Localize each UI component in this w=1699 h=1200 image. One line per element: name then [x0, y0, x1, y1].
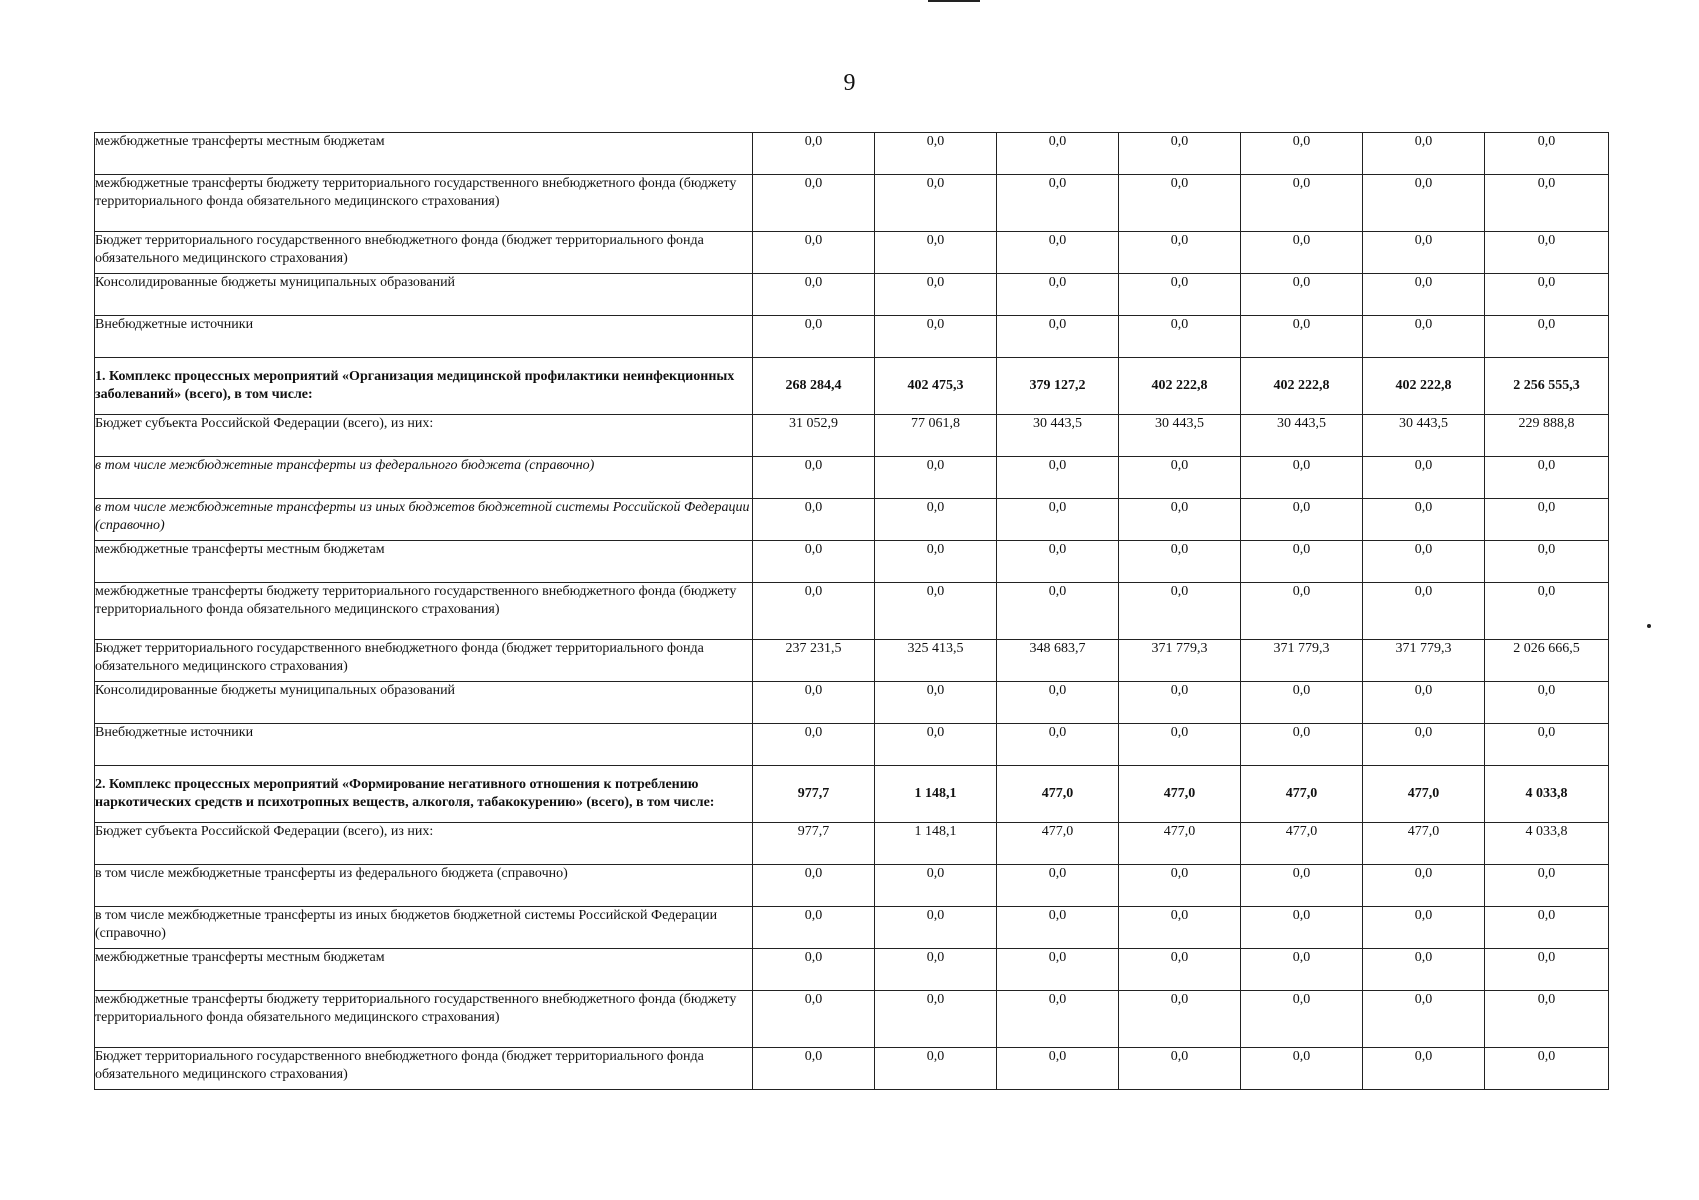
value-cell: 0,0 — [1241, 175, 1363, 232]
row-label: Бюджет субъекта Российской Федерации (всего), из них: — [95, 415, 753, 457]
value-cell: 0,0 — [1485, 316, 1609, 358]
value-cell: 0,0 — [1119, 907, 1241, 949]
row-label: межбюджетные трансферты местным бюджетам — [95, 949, 753, 991]
value-cell: 0,0 — [1485, 949, 1609, 991]
value-cell: 0,0 — [997, 991, 1119, 1048]
value-cell: 4 033,8 — [1485, 823, 1609, 865]
value-cell: 0,0 — [997, 457, 1119, 499]
value-cell: 0,0 — [1119, 499, 1241, 541]
table-row — [95, 724, 1609, 766]
value-cell: 0,0 — [1363, 499, 1485, 541]
value-cell: 0,0 — [1485, 583, 1609, 640]
value-cell: 0,0 — [1363, 682, 1485, 724]
table-row — [95, 907, 1609, 949]
value-cell: 0,0 — [1485, 274, 1609, 316]
value-cell: 268 284,4 — [753, 358, 875, 415]
value-cell: 0,0 — [753, 865, 875, 907]
value-cell: 0,0 — [1241, 274, 1363, 316]
value-cell: 0,0 — [1241, 865, 1363, 907]
value-cell: 0,0 — [1119, 274, 1241, 316]
table-row — [95, 823, 1609, 865]
value-cell: 0,0 — [997, 907, 1119, 949]
value-cell: 0,0 — [997, 316, 1119, 358]
value-cell: 348 683,7 — [997, 640, 1119, 682]
value-cell: 0,0 — [753, 949, 875, 991]
value-cell: 402 222,8 — [1119, 358, 1241, 415]
value-cell: 371 779,3 — [1119, 640, 1241, 682]
value-cell: 2 026 666,5 — [1485, 640, 1609, 682]
value-cell: 0,0 — [1119, 682, 1241, 724]
value-cell: 77 061,8 — [875, 415, 997, 457]
value-cell: 0,0 — [1241, 949, 1363, 991]
value-cell: 0,0 — [875, 316, 997, 358]
value-cell: 0,0 — [1241, 316, 1363, 358]
value-cell: 0,0 — [875, 232, 997, 274]
table-body — [95, 133, 1609, 1090]
value-cell: 371 779,3 — [1363, 640, 1485, 682]
value-cell: 977,7 — [753, 823, 875, 865]
value-cell: 0,0 — [875, 583, 997, 640]
value-cell: 0,0 — [875, 133, 997, 175]
value-cell: 0,0 — [753, 583, 875, 640]
table-row — [95, 175, 1609, 232]
value-cell: 237 231,5 — [753, 640, 875, 682]
value-cell: 0,0 — [1241, 991, 1363, 1048]
value-cell: 0,0 — [1485, 724, 1609, 766]
value-cell: 477,0 — [1363, 823, 1485, 865]
margin-dot — [1647, 624, 1651, 628]
table-row — [95, 415, 1609, 457]
value-cell: 0,0 — [875, 175, 997, 232]
value-cell: 0,0 — [1485, 499, 1609, 541]
value-cell: 0,0 — [1241, 724, 1363, 766]
table-row — [95, 499, 1609, 541]
value-cell: 0,0 — [1485, 232, 1609, 274]
value-cell: 325 413,5 — [875, 640, 997, 682]
table-row — [95, 583, 1609, 640]
value-cell: 477,0 — [1363, 766, 1485, 823]
value-cell: 0,0 — [753, 541, 875, 583]
value-cell: 0,0 — [753, 232, 875, 274]
value-cell: 0,0 — [1485, 133, 1609, 175]
value-cell: 0,0 — [875, 499, 997, 541]
value-cell: 0,0 — [875, 724, 997, 766]
table-row — [95, 640, 1609, 682]
value-cell: 379 127,2 — [997, 358, 1119, 415]
value-cell: 0,0 — [1363, 274, 1485, 316]
value-cell: 0,0 — [875, 1048, 997, 1090]
value-cell: 0,0 — [1363, 1048, 1485, 1090]
row-label: Бюджет субъекта Российской Федерации (всего), из них: — [95, 823, 753, 865]
value-cell: 0,0 — [875, 541, 997, 583]
value-cell: 0,0 — [753, 175, 875, 232]
value-cell: 0,0 — [875, 907, 997, 949]
value-cell: 4 033,8 — [1485, 766, 1609, 823]
value-cell: 31 052,9 — [753, 415, 875, 457]
value-cell: 0,0 — [875, 274, 997, 316]
value-cell: 0,0 — [997, 865, 1119, 907]
value-cell: 0,0 — [997, 499, 1119, 541]
value-cell: 0,0 — [875, 457, 997, 499]
value-cell: 0,0 — [1119, 457, 1241, 499]
row-label: 2. Комплекс процессных мероприятий «Формирование негативного отношения к потреблению наркотических средств и психотропных веществ, алкоголя, табакокурению» (всего), в том числе: — [95, 766, 753, 823]
value-cell: 0,0 — [1485, 457, 1609, 499]
row-label: в том числе межбюджетные трансферты из федерального бюджета (справочно) — [95, 457, 753, 499]
value-cell: 0,0 — [997, 949, 1119, 991]
row-label: 1. Комплекс процессных мероприятий «Организация медицинской профилактики неинфекционных заболеваний» (всего), в том числе: — [95, 358, 753, 415]
value-cell: 0,0 — [1485, 991, 1609, 1048]
value-cell: 477,0 — [1119, 823, 1241, 865]
table-row — [95, 1048, 1609, 1090]
value-cell: 0,0 — [997, 1048, 1119, 1090]
row-label: Внебюджетные источники — [95, 724, 753, 766]
value-cell: 0,0 — [753, 499, 875, 541]
table-row — [95, 682, 1609, 724]
row-label: Бюджет территориального государственного внебюджетного фонда (бюджет территориального фонда обязательного медицинского страхования) — [95, 232, 753, 274]
value-cell: 30 443,5 — [1241, 415, 1363, 457]
value-cell: 0,0 — [1363, 583, 1485, 640]
value-cell: 0,0 — [997, 724, 1119, 766]
value-cell: 0,0 — [1363, 949, 1485, 991]
value-cell: 0,0 — [1363, 133, 1485, 175]
value-cell: 0,0 — [1485, 541, 1609, 583]
value-cell: 0,0 — [1241, 907, 1363, 949]
page-number: 9 — [843, 70, 856, 96]
value-cell: 0,0 — [1241, 457, 1363, 499]
value-cell: 371 779,3 — [1241, 640, 1363, 682]
value-cell: 977,7 — [753, 766, 875, 823]
value-cell: 0,0 — [1485, 865, 1609, 907]
table-row — [95, 457, 1609, 499]
value-cell: 30 443,5 — [1119, 415, 1241, 457]
value-cell: 1 148,1 — [875, 823, 997, 865]
value-cell: 477,0 — [997, 766, 1119, 823]
value-cell: 0,0 — [1119, 583, 1241, 640]
table-row — [95, 766, 1609, 823]
table-row — [95, 949, 1609, 991]
value-cell: 2 256 555,3 — [1485, 358, 1609, 415]
value-cell: 0,0 — [1241, 583, 1363, 640]
value-cell: 0,0 — [1119, 724, 1241, 766]
value-cell: 0,0 — [875, 949, 997, 991]
table-row — [95, 991, 1609, 1048]
row-label: в том числе межбюджетные трансферты из иных бюджетов бюджетной системы Российской Федерации (справочно) — [95, 499, 753, 541]
row-label: Бюджет территориального государственного внебюджетного фонда (бюджет территориального фонда обязательного медицинского страхования) — [95, 1048, 753, 1090]
table-row — [95, 358, 1609, 415]
value-cell: 0,0 — [753, 682, 875, 724]
value-cell: 0,0 — [1119, 1048, 1241, 1090]
value-cell: 0,0 — [1119, 991, 1241, 1048]
top-edge-mark — [928, 0, 980, 2]
value-cell: 0,0 — [997, 232, 1119, 274]
value-cell: 477,0 — [997, 823, 1119, 865]
value-cell: 0,0 — [753, 724, 875, 766]
row-label: в том числе межбюджетные трансферты из иных бюджетов бюджетной системы Российской Федерации (справочно) — [95, 907, 753, 949]
value-cell: 0,0 — [1119, 865, 1241, 907]
value-cell: 0,0 — [997, 274, 1119, 316]
row-label: Консолидированные бюджеты муниципальных образований — [95, 682, 753, 724]
value-cell: 0,0 — [1241, 541, 1363, 583]
value-cell: 30 443,5 — [997, 415, 1119, 457]
row-label: межбюджетные трансферты бюджету территориального государственного внебюджетного фонда (бюджету территориального фонда обязательного медицинского страхования) — [95, 583, 753, 640]
value-cell: 0,0 — [753, 457, 875, 499]
table-row — [95, 274, 1609, 316]
value-cell: 0,0 — [997, 133, 1119, 175]
value-cell: 0,0 — [1485, 682, 1609, 724]
table-row — [95, 133, 1609, 175]
value-cell: 0,0 — [1363, 457, 1485, 499]
row-label: межбюджетные трансферты бюджету территориального государственного внебюджетного фонда (бюджету территориального фонда обязательного медицинского страхования) — [95, 175, 753, 232]
value-cell: 0,0 — [1241, 499, 1363, 541]
row-label: Внебюджетные источники — [95, 316, 753, 358]
value-cell: 0,0 — [753, 991, 875, 1048]
value-cell: 0,0 — [997, 175, 1119, 232]
table-row — [95, 865, 1609, 907]
value-cell: 0,0 — [753, 1048, 875, 1090]
value-cell: 1 148,1 — [875, 766, 997, 823]
value-cell: 0,0 — [1119, 949, 1241, 991]
value-cell: 0,0 — [1119, 175, 1241, 232]
value-cell: 0,0 — [753, 133, 875, 175]
row-label: Консолидированные бюджеты муниципальных образований — [95, 274, 753, 316]
value-cell: 0,0 — [753, 316, 875, 358]
value-cell: 0,0 — [1485, 175, 1609, 232]
table-row — [95, 316, 1609, 358]
value-cell: 30 443,5 — [1363, 415, 1485, 457]
row-label: межбюджетные трансферты бюджету территориального государственного внебюджетного фонда (бюджету территориального фонда обязательного медицинского страхования) — [95, 991, 753, 1048]
row-label: межбюджетные трансферты местным бюджетам — [95, 541, 753, 583]
value-cell: 0,0 — [997, 682, 1119, 724]
value-cell: 0,0 — [1363, 991, 1485, 1048]
value-cell: 0,0 — [1485, 907, 1609, 949]
value-cell: 0,0 — [1363, 907, 1485, 949]
value-cell: 477,0 — [1119, 766, 1241, 823]
value-cell: 0,0 — [1363, 865, 1485, 907]
table-row — [95, 232, 1609, 274]
row-label: межбюджетные трансферты местным бюджетам — [95, 133, 753, 175]
value-cell: 0,0 — [753, 907, 875, 949]
value-cell: 0,0 — [997, 541, 1119, 583]
value-cell: 0,0 — [1119, 541, 1241, 583]
row-label: в том числе межбюджетные трансферты из федерального бюджета (справочно) — [95, 865, 753, 907]
value-cell: 477,0 — [1241, 823, 1363, 865]
table-row — [95, 541, 1609, 583]
value-cell: 402 475,3 — [875, 358, 997, 415]
value-cell: 0,0 — [1241, 682, 1363, 724]
value-cell: 0,0 — [1363, 232, 1485, 274]
value-cell: 477,0 — [1241, 766, 1363, 823]
value-cell: 0,0 — [997, 583, 1119, 640]
value-cell: 402 222,8 — [1363, 358, 1485, 415]
value-cell: 0,0 — [1363, 175, 1485, 232]
value-cell: 0,0 — [1363, 541, 1485, 583]
value-cell: 0,0 — [1119, 133, 1241, 175]
value-cell: 229 888,8 — [1485, 415, 1609, 457]
value-cell: 0,0 — [875, 991, 997, 1048]
value-cell: 0,0 — [875, 865, 997, 907]
value-cell: 0,0 — [1363, 316, 1485, 358]
value-cell: 0,0 — [1363, 724, 1485, 766]
value-cell: 0,0 — [1119, 316, 1241, 358]
value-cell: 0,0 — [1485, 1048, 1609, 1090]
budget-table — [94, 132, 1609, 1090]
value-cell: 402 222,8 — [1241, 358, 1363, 415]
value-cell: 0,0 — [1241, 1048, 1363, 1090]
row-label: Бюджет территориального государственного внебюджетного фонда (бюджет территориального фонда обязательного медицинского страхования) — [95, 640, 753, 682]
value-cell: 0,0 — [1241, 232, 1363, 274]
value-cell: 0,0 — [1119, 232, 1241, 274]
value-cell: 0,0 — [1241, 133, 1363, 175]
value-cell: 0,0 — [753, 274, 875, 316]
value-cell: 0,0 — [875, 682, 997, 724]
